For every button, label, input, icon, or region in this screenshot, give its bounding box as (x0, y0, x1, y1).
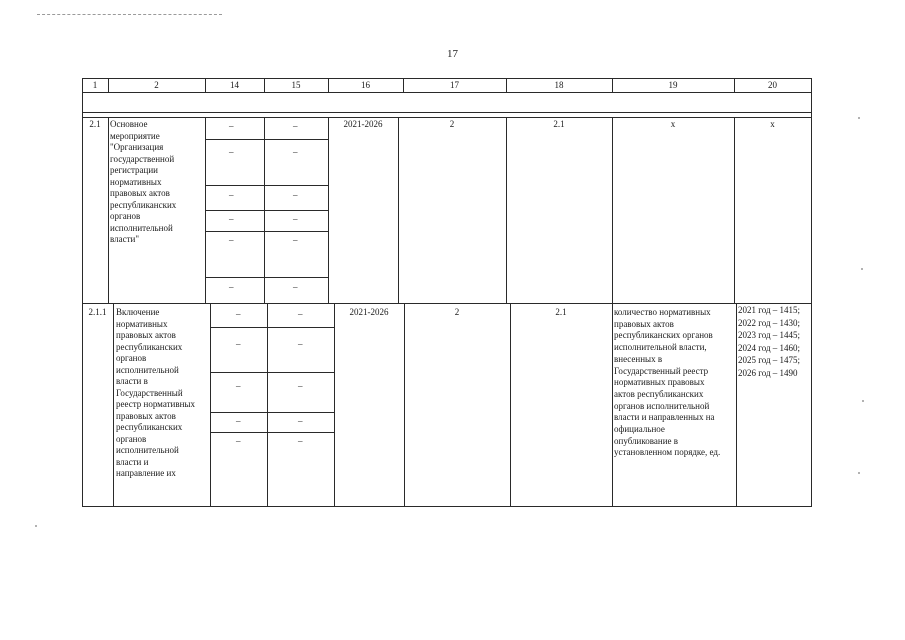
row-number: 2.1.1 (88, 307, 107, 317)
header-cell: 14 (230, 80, 239, 90)
header-cell: 18 (554, 80, 564, 90)
dash-mark: – (229, 147, 234, 157)
subrow-border (205, 231, 328, 232)
dash-mark: – (229, 282, 234, 292)
dash-mark: – (298, 416, 303, 426)
dash-mark: – (298, 436, 303, 446)
top-rule (37, 14, 222, 15)
row-b-top-border (82, 303, 812, 304)
col-border (811, 78, 812, 507)
header-cell: 2 (154, 80, 159, 90)
table-top-border (82, 78, 812, 79)
subrow-border (205, 210, 328, 211)
col-border (210, 303, 211, 506)
section-row-border (82, 112, 812, 113)
scan-speck (858, 472, 860, 474)
header-cell: 15 (291, 80, 301, 90)
period-cell: 2021-2026 (343, 119, 383, 129)
col-border (108, 117, 109, 303)
dash-mark: – (236, 436, 241, 446)
col-border (612, 117, 613, 303)
dash-mark: – (229, 190, 234, 200)
col-border (510, 303, 511, 506)
col17-cell: 2 (449, 119, 455, 129)
col-border (328, 117, 329, 303)
dash-mark: – (298, 339, 303, 349)
subrow-border (210, 412, 334, 413)
dash-mark: – (229, 235, 234, 245)
dash-mark: – (236, 339, 241, 349)
subrow-border (210, 327, 334, 328)
dash-mark: – (236, 309, 241, 319)
row-a-top-border (82, 117, 812, 118)
dash-mark: – (293, 214, 298, 224)
subrow-border (205, 139, 328, 140)
col20-cell: x (770, 119, 775, 129)
activity-name: Включение нормативных правовых актов республиканских органов исполнительной власти в Государственный реестр нормативных правовых актов республиканских органов исполнительной власти и направление их (116, 307, 195, 478)
col-border (267, 303, 268, 506)
dash-mark: – (229, 214, 234, 224)
header-cell: 19 (668, 80, 678, 90)
col-border (113, 303, 114, 506)
header-cell: 16 (361, 80, 370, 90)
col18-cell: 2.1 (555, 307, 567, 317)
col-border (734, 117, 735, 303)
scan-speck (862, 400, 864, 402)
dash-mark: – (298, 381, 303, 391)
subrow-border (205, 185, 328, 186)
col-border (334, 303, 335, 506)
header-bottom-border (82, 92, 812, 93)
col-border (736, 303, 737, 506)
row-number: 2.1 (89, 119, 101, 129)
header-cell: 20 (768, 80, 777, 90)
activity-name: Основное мероприятие "Организация государственной регистрации нормативных правовых актов республиканских органов исполнительной власти" (110, 119, 177, 244)
header-cell: 17 (450, 80, 459, 90)
col17-cell: 2 (454, 307, 460, 317)
table-bottom-border (82, 506, 812, 507)
period-cell: 2021-2026 (349, 307, 389, 317)
col18-cell: 2.1 (553, 119, 565, 129)
subrow-border (210, 432, 334, 433)
col19-cell: x (670, 119, 676, 129)
subrow-border (210, 372, 334, 373)
dash-mark: – (298, 309, 303, 319)
dash-mark: – (293, 235, 298, 245)
scan-speck (35, 525, 37, 527)
col-border (612, 303, 613, 506)
header-cell: 1 (92, 80, 98, 90)
dash-mark: – (293, 121, 298, 131)
dash-mark: – (293, 147, 298, 157)
target-values: 2021 год – 1415; 2022 год – 1430; 2023 год – 1445; 2024 год – 1460; 2025 год – 1475; 2026 год – 1490 (738, 305, 801, 378)
dash-mark: – (293, 282, 298, 292)
indicator-text: количество нормативных правовых актов республиканских органов исполнительной власти, внесенных в Государственный реестр нормативных правовых актов республиканских органов исполнительной власти и направленных на официальное опубликование в установленном порядке, ед. (614, 307, 721, 458)
scan-speck (861, 268, 863, 270)
subrow-border (205, 277, 328, 278)
col-border (404, 303, 405, 506)
dash-mark: – (229, 121, 234, 131)
col-border (82, 78, 83, 507)
col-border (398, 117, 399, 303)
dash-mark: – (236, 381, 241, 391)
dash-mark: – (293, 190, 298, 200)
dash-mark: – (236, 416, 241, 426)
scan-speck (858, 117, 860, 119)
col-border (506, 117, 507, 303)
page-number: 17 (447, 48, 458, 60)
